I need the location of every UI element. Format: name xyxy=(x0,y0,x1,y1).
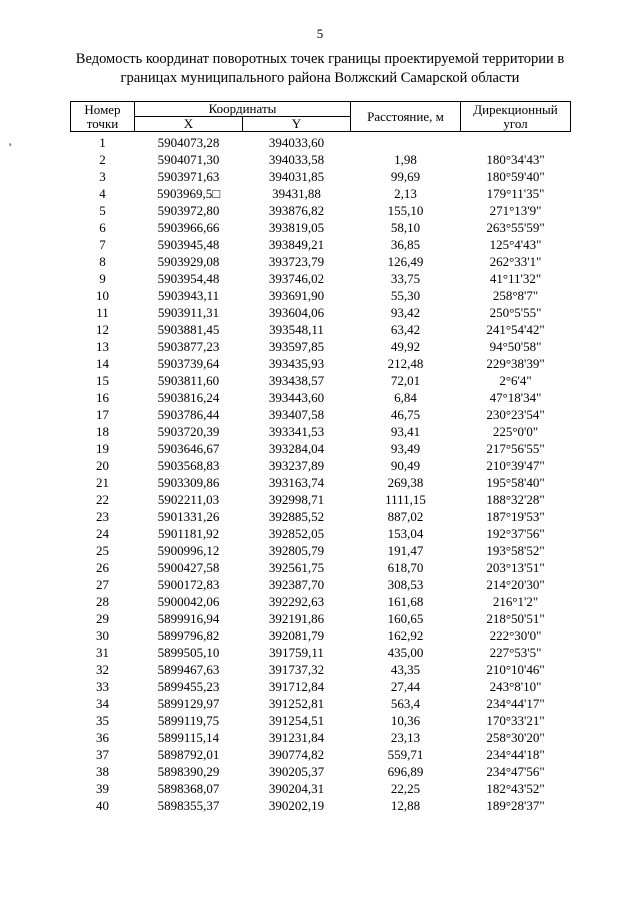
point-number-cell: 11 xyxy=(96,305,109,320)
direction-angle-cell: 192°37'56" xyxy=(486,526,545,541)
direction-angle-cell: 225°0'0" xyxy=(492,424,539,439)
x-coordinate-cell: 5903945,48 xyxy=(157,237,220,252)
y-coordinate-cell: 392292,63 xyxy=(268,594,325,609)
x-coordinate-cell: 5904073,28 xyxy=(157,135,220,150)
direction-angle-cell: 234°44'18" xyxy=(486,747,545,762)
y-coordinate-cell: 392561,75 xyxy=(268,560,325,575)
distance-cell: 23,13 xyxy=(390,730,421,745)
y-coordinate-cell: 391252,81 xyxy=(268,696,325,711)
y-coordinate-cell: 393819,05 xyxy=(268,220,325,235)
table-row xyxy=(71,627,571,644)
x-coordinate-cell: 5903720,39 xyxy=(157,424,220,439)
table-row xyxy=(71,678,571,695)
table-row xyxy=(71,457,571,474)
direction-angle-cell: 234°47'56" xyxy=(486,764,545,779)
x-coordinate-cell: 5903739,64 xyxy=(157,356,220,371)
table-row xyxy=(71,202,571,219)
distance-cell xyxy=(351,132,461,152)
point-number-cell: 21 xyxy=(96,475,109,490)
y-coordinate-cell: 393691,90 xyxy=(268,288,325,303)
y-coordinate-cell: 393849,21 xyxy=(268,237,325,252)
x-coordinate-cell: 5899129,97 xyxy=(157,696,220,711)
distance-cell: 269,38 xyxy=(387,475,424,490)
direction-angle-cell: 218°50'51" xyxy=(486,611,545,626)
x-coordinate-cell: 5903954,48 xyxy=(157,271,220,286)
table-row xyxy=(71,270,571,287)
distance-cell: 559,71 xyxy=(387,747,424,762)
table-row xyxy=(71,746,571,763)
point-number-cell: 26 xyxy=(96,560,109,575)
x-coordinate-cell: 5900996,12 xyxy=(157,543,220,558)
x-coordinate-cell: 5900427,58 xyxy=(157,560,220,575)
header-y: Y xyxy=(243,117,351,132)
point-number-cell: 23 xyxy=(96,509,109,524)
distance-cell: 126,49 xyxy=(387,254,424,269)
y-coordinate-cell: 392805,79 xyxy=(268,543,325,558)
point-number-cell: 22 xyxy=(96,492,109,507)
distance-cell: 618,70 xyxy=(387,560,424,575)
y-coordinate-cell: 392191,86 xyxy=(268,611,325,626)
y-coordinate-cell: 390774,82 xyxy=(268,747,325,762)
table-row xyxy=(71,491,571,508)
point-number-cell: 35 xyxy=(96,713,109,728)
x-coordinate-cell: 5903972,80 xyxy=(157,203,220,218)
point-number-cell: 31 xyxy=(96,645,109,660)
distance-cell: 696,89 xyxy=(387,764,424,779)
y-coordinate-cell: 392998,71 xyxy=(268,492,325,507)
x-coordinate-cell: 5903568,83 xyxy=(157,458,220,473)
x-coordinate-cell: 5899796,82 xyxy=(157,628,220,643)
point-number-cell: 17 xyxy=(96,407,109,422)
x-coordinate-cell: 5898368,07 xyxy=(157,781,220,796)
title-line-2: границах муниципального района Волжский Самарской области xyxy=(120,70,520,86)
table-row xyxy=(71,253,571,270)
distance-cell: 2,13 xyxy=(394,186,417,201)
point-number-cell: 38 xyxy=(96,764,109,779)
y-coordinate-cell: 394033,58 xyxy=(268,152,325,167)
x-coordinate-cell: 5899505,10 xyxy=(157,645,220,660)
table-row xyxy=(71,321,571,338)
direction-angle-cell: 210°10'46" xyxy=(486,662,545,677)
table-row xyxy=(71,695,571,712)
y-coordinate-cell: 390205,37 xyxy=(268,764,325,779)
y-coordinate-cell: 391254,51 xyxy=(268,713,325,728)
x-coordinate-cell: 5903811,60 xyxy=(157,373,220,388)
distance-cell: 93,42 xyxy=(390,305,421,320)
y-coordinate-cell: 392387,70 xyxy=(268,577,325,592)
distance-cell: 99,69 xyxy=(390,169,421,184)
y-coordinate-cell: 391737,32 xyxy=(268,662,325,677)
point-number-cell: 33 xyxy=(96,679,109,694)
table-row xyxy=(71,576,571,593)
x-coordinate-cell: 5903971,63 xyxy=(157,169,220,184)
table-row xyxy=(71,372,571,389)
table-row xyxy=(71,780,571,797)
direction-angle-cell: 125°4'43" xyxy=(489,237,542,252)
point-number-cell: 14 xyxy=(96,356,109,371)
point-number-cell: 15 xyxy=(96,373,109,388)
table-row xyxy=(71,338,571,355)
direction-angle-cell: 188°32'28" xyxy=(486,492,545,507)
x-coordinate-cell: 5899119,75 xyxy=(157,713,220,728)
header-angle-line-2: угол xyxy=(503,115,528,131)
distance-cell: 36,85 xyxy=(390,237,421,252)
direction-angle-cell: 170°33'21" xyxy=(486,713,545,728)
x-coordinate-cell: 5903966,66 xyxy=(157,220,220,235)
distance-cell: 55,30 xyxy=(390,288,421,303)
direction-angle-cell: 182°43'52" xyxy=(486,781,545,796)
table-row xyxy=(71,132,571,152)
table-row xyxy=(71,219,571,236)
distance-cell: 58,10 xyxy=(390,220,421,235)
point-number-cell: 36 xyxy=(96,730,109,745)
distance-cell: 161,68 xyxy=(387,594,424,609)
point-number-cell: 13 xyxy=(96,339,109,354)
point-number-cell: 5 xyxy=(99,203,106,218)
distance-cell: 160,65 xyxy=(387,611,424,626)
point-number-cell: 29 xyxy=(96,611,109,626)
y-coordinate-cell: 39431,88 xyxy=(272,186,321,201)
direction-angle-cell: 250°5'55" xyxy=(489,305,542,320)
direction-angle-cell: 180°59'40" xyxy=(486,169,545,184)
x-coordinate-cell: 5898355,37 xyxy=(157,798,220,813)
y-coordinate-cell: 392885,52 xyxy=(268,509,325,524)
x-coordinate-cell: 5903911,31 xyxy=(157,305,220,320)
x-coordinate-cell: 5903877,23 xyxy=(157,339,220,354)
x-coordinate-cell: 5901181,92 xyxy=(157,526,220,541)
table-body xyxy=(71,132,571,815)
distance-cell: 191,47 xyxy=(387,543,424,558)
table-row xyxy=(71,423,571,440)
x-coordinate-cell: 5903969,5□ xyxy=(156,186,221,201)
table-row xyxy=(71,440,571,457)
distance-cell: 90,49 xyxy=(390,458,421,473)
point-number-cell: 6 xyxy=(99,220,106,235)
y-coordinate-cell: 393435,93 xyxy=(268,356,325,371)
distance-cell: 155,10 xyxy=(387,203,424,218)
y-coordinate-cell: 390202,19 xyxy=(268,798,325,813)
point-number-cell: 9 xyxy=(99,271,106,286)
distance-cell: 212,48 xyxy=(387,356,424,371)
point-number-cell: 8 xyxy=(99,254,106,269)
y-coordinate-cell: 393438,57 xyxy=(268,373,325,388)
x-coordinate-cell: 5898390,29 xyxy=(157,764,220,779)
point-number-cell: 10 xyxy=(96,288,109,303)
table-row xyxy=(71,389,571,406)
distance-cell: 6,84 xyxy=(394,390,417,405)
distance-cell: 887,02 xyxy=(387,509,424,524)
direction-angle-cell: 189°28'37" xyxy=(486,798,545,813)
direction-angle-cell: 180°34'43" xyxy=(486,152,545,167)
direction-angle-cell: 262°33'1" xyxy=(489,254,542,269)
y-coordinate-cell: 393723,79 xyxy=(268,254,325,269)
direction-angle-cell: 94°50'58" xyxy=(489,339,542,354)
direction-angle-cell: 258°30'20" xyxy=(486,730,545,745)
point-number-cell: 20 xyxy=(96,458,109,473)
point-number-cell: 24 xyxy=(96,526,109,541)
direction-angle-cell: 234°44'17" xyxy=(486,696,545,711)
y-coordinate-cell: 392852,05 xyxy=(268,526,325,541)
point-number-cell: 25 xyxy=(96,543,109,558)
x-coordinate-cell: 5900042,06 xyxy=(157,594,220,609)
direction-angle-cell: 214°20'30" xyxy=(486,577,545,592)
distance-cell: 162,92 xyxy=(387,628,424,643)
point-number-cell: 30 xyxy=(96,628,109,643)
header-number-line-2: точки xyxy=(86,115,119,131)
x-coordinate-cell: 5903309,86 xyxy=(157,475,220,490)
direction-angle-cell: 229°38'39" xyxy=(486,356,545,371)
point-number-cell: 1 xyxy=(99,135,106,150)
y-coordinate-cell: 391231,84 xyxy=(268,730,325,745)
table-row xyxy=(71,287,571,304)
y-coordinate-cell: 393341,53 xyxy=(268,424,325,439)
direction-angle-cell: 210°39'47" xyxy=(486,458,545,473)
point-number-cell: 12 xyxy=(96,322,109,337)
header-point-number xyxy=(71,102,135,132)
distance-cell: 308,53 xyxy=(387,577,424,592)
y-coordinate-cell: 393237,89 xyxy=(268,458,325,473)
direction-angle-cell: 241°54'42" xyxy=(486,322,545,337)
point-number-cell: 27 xyxy=(96,577,109,592)
distance-cell: 49,92 xyxy=(390,339,421,354)
point-number-cell: 18 xyxy=(96,424,109,439)
point-number-cell: 37 xyxy=(96,747,109,762)
table-row xyxy=(71,236,571,253)
direction-angle-cell: 41°11'32" xyxy=(489,271,542,286)
distance-cell: 43,35 xyxy=(390,662,421,677)
coordinates-table xyxy=(70,101,571,814)
direction-angle-cell: 263°55'59" xyxy=(486,220,545,235)
distance-cell: 12,88 xyxy=(390,798,421,813)
y-coordinate-cell: 393876,82 xyxy=(268,203,325,218)
distance-cell: 435,00 xyxy=(387,645,424,660)
x-coordinate-cell: 5904071,30 xyxy=(157,152,220,167)
point-number-cell: 3 xyxy=(99,169,106,184)
x-coordinate-cell: 5903881,45 xyxy=(157,322,220,337)
x-coordinate-cell: 5903646,67 xyxy=(157,441,220,456)
table-row xyxy=(71,185,571,202)
header-distance: Расстояние, м xyxy=(351,102,461,132)
table-row xyxy=(71,712,571,729)
direction-angle-cell: 203°13'51" xyxy=(486,560,545,575)
page-number: 5 xyxy=(316,26,324,41)
point-number-cell: 39 xyxy=(96,781,109,796)
direction-angle-cell: 179°11'35" xyxy=(486,186,545,201)
table-row xyxy=(71,797,571,814)
point-number-cell: 7 xyxy=(99,237,106,252)
x-coordinate-cell: 5900172,83 xyxy=(157,577,220,592)
table-row xyxy=(71,151,571,168)
margin-mark: ' xyxy=(9,140,12,154)
y-coordinate-cell: 393604,06 xyxy=(268,305,325,320)
distance-cell: 1111,15 xyxy=(385,492,426,507)
direction-angle-cell: 216°1'2" xyxy=(492,594,539,609)
distance-cell: 63,42 xyxy=(390,322,421,337)
point-number-cell: 32 xyxy=(96,662,109,677)
y-coordinate-cell: 393746,02 xyxy=(268,271,325,286)
distance-cell: 27,44 xyxy=(390,679,421,694)
point-number-cell: 34 xyxy=(96,696,109,711)
y-coordinate-cell: 393284,04 xyxy=(268,441,325,456)
table-row xyxy=(71,661,571,678)
distance-cell: 33,75 xyxy=(390,271,421,286)
y-coordinate-cell: 391712,84 xyxy=(268,679,325,694)
direction-angle-cell: 47°18'34" xyxy=(489,390,542,405)
x-coordinate-cell: 5903929,08 xyxy=(157,254,220,269)
point-number-cell: 2 xyxy=(99,152,106,167)
table-row xyxy=(71,355,571,372)
distance-cell: 93,41 xyxy=(390,424,421,439)
header-row-1 xyxy=(71,102,571,117)
distance-cell: 153,04 xyxy=(387,526,424,541)
table-row xyxy=(71,763,571,780)
direction-angle-cell: 243°8'10" xyxy=(489,679,542,694)
table-row xyxy=(71,406,571,423)
y-coordinate-cell: 393407,58 xyxy=(268,407,325,422)
y-coordinate-cell: 390204,31 xyxy=(268,781,325,796)
y-coordinate-cell: 393597,85 xyxy=(268,339,325,354)
x-coordinate-cell: 5899115,14 xyxy=(157,730,220,745)
distance-cell: 72,01 xyxy=(390,373,421,388)
y-coordinate-cell: 392081,79 xyxy=(268,628,325,643)
table-row xyxy=(71,593,571,610)
direction-angle-cell: 271°13'9" xyxy=(489,203,542,218)
distance-cell: 46,75 xyxy=(390,407,421,422)
distance-cell: 10,36 xyxy=(390,713,421,728)
direction-angle-cell: 230°23'54" xyxy=(486,407,545,422)
point-number-cell: 28 xyxy=(96,594,109,609)
header-x: X xyxy=(135,117,243,132)
x-coordinate-cell: 5903816,24 xyxy=(157,390,220,405)
point-number-cell: 40 xyxy=(96,798,109,813)
x-coordinate-cell: 5901331,26 xyxy=(157,509,220,524)
header-angle-line-1: Дирекционный xyxy=(473,101,558,117)
y-coordinate-cell: 391759,11 xyxy=(269,645,324,660)
point-number-cell: 16 xyxy=(96,390,109,405)
x-coordinate-cell: 5899467,63 xyxy=(157,662,220,677)
distance-cell: 1,98 xyxy=(394,152,417,167)
x-coordinate-cell: 5899916,94 xyxy=(157,611,220,626)
distance-cell: 563,4 xyxy=(390,696,421,711)
table-row xyxy=(71,474,571,491)
header-coordinates: Координаты xyxy=(135,102,351,117)
table-row xyxy=(71,610,571,627)
header-angle xyxy=(461,102,571,132)
point-number-cell: 19 xyxy=(96,441,109,456)
point-number-cell: 4 xyxy=(99,186,106,201)
y-coordinate-cell: 393443,60 xyxy=(268,390,325,405)
y-coordinate-cell: 393548,11 xyxy=(269,322,324,337)
table-row xyxy=(71,525,571,542)
y-coordinate-cell: 393163,74 xyxy=(268,475,325,490)
document-title xyxy=(55,50,585,88)
direction-angle-cell: 2°6'4" xyxy=(499,373,532,388)
y-coordinate-cell: 394031,85 xyxy=(268,169,325,184)
x-coordinate-cell: 5902211,03 xyxy=(157,492,220,507)
x-coordinate-cell: 5903786,44 xyxy=(157,407,220,422)
table-row xyxy=(71,559,571,576)
table-row xyxy=(71,644,571,661)
direction-angle-cell: 187°19'53" xyxy=(486,509,545,524)
table-row xyxy=(71,168,571,185)
direction-angle-cell: 217°56'55" xyxy=(486,441,545,456)
table-row xyxy=(71,304,571,321)
x-coordinate-cell: 5898792,01 xyxy=(157,747,220,762)
direction-angle-cell: 222°30'0" xyxy=(489,628,542,643)
table-row xyxy=(71,508,571,525)
direction-angle-cell xyxy=(461,132,571,152)
direction-angle-cell: 258°8'7" xyxy=(492,288,539,303)
y-coordinate-cell: 394033,60 xyxy=(268,135,325,150)
distance-cell: 93,49 xyxy=(390,441,421,456)
direction-angle-cell: 193°58'52" xyxy=(486,543,545,558)
x-coordinate-cell: 5903943,11 xyxy=(157,288,220,303)
direction-angle-cell: 227°53'5" xyxy=(489,645,542,660)
table-row xyxy=(71,542,571,559)
title-line-1: Ведомость координат поворотных точек границы проектируемой территории в xyxy=(75,51,565,67)
x-coordinate-cell: 5899455,23 xyxy=(157,679,220,694)
distance-cell: 22,25 xyxy=(390,781,421,796)
direction-angle-cell: 195°58'40" xyxy=(486,475,545,490)
table-row xyxy=(71,729,571,746)
header-number-line-1: Номер xyxy=(84,101,121,117)
